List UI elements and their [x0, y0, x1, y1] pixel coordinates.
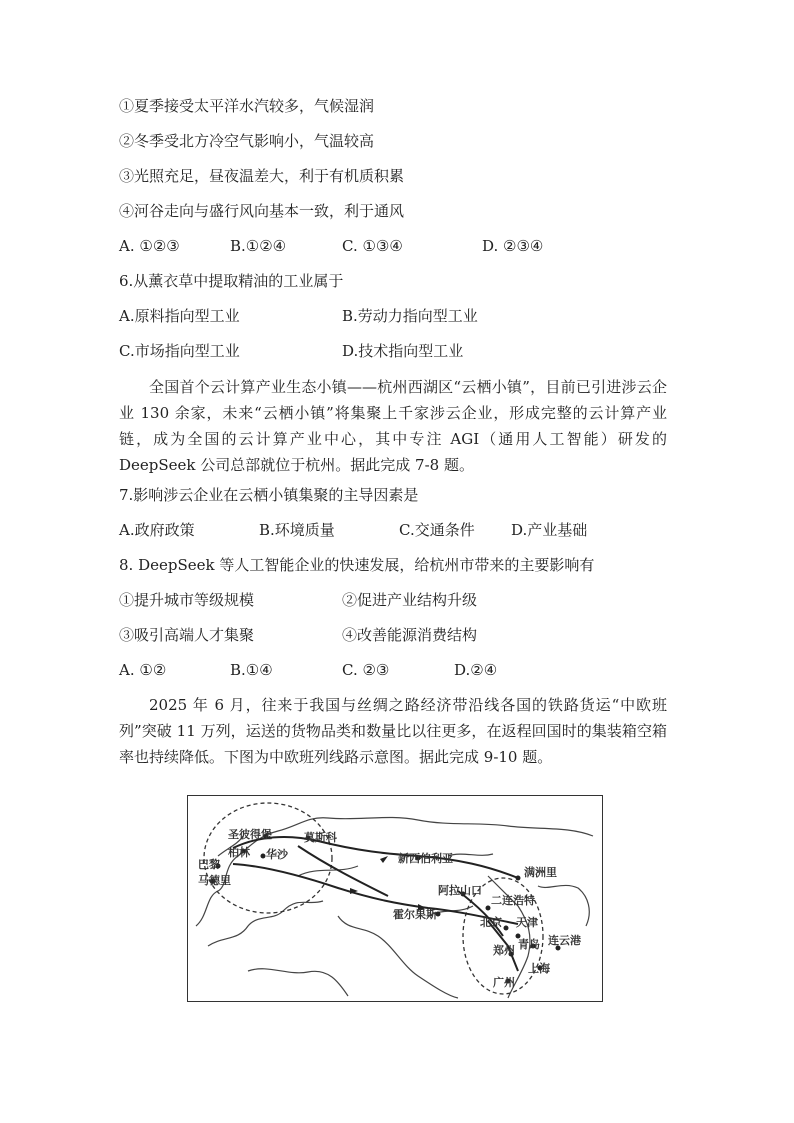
- label-tianjin: 天津: [516, 916, 538, 929]
- label-guangzhou: 广州: [493, 976, 515, 989]
- q8-question: 8. DeepSeek 等人工智能企业的快速发展，给杭州市带来的主要影响有: [119, 556, 595, 574]
- q7-question: 7.影响涉云企业在云栖小镇集聚的主导因素是: [119, 486, 419, 504]
- q5-choices: [119, 236, 679, 256]
- q8-option-2: ②促进产业结构升级: [342, 591, 478, 609]
- q8-option-4: ④改善能源消费结构: [342, 626, 478, 644]
- q5-option-4: ④河谷走向与盛行风向基本一致，利于通风: [119, 202, 405, 220]
- choice-b: B.①④: [230, 661, 273, 679]
- choice-d: D.产业基础: [511, 521, 588, 539]
- q8-option-3: ③吸引高端人才集聚: [119, 626, 255, 644]
- choice-b: B.①②④: [230, 237, 287, 255]
- q8-options-row1: [119, 590, 679, 610]
- label-zhengzhou: 郑州: [493, 944, 515, 957]
- choice-d: D. ②③④: [482, 237, 544, 255]
- choice-c: C.市场指向型工业: [119, 342, 240, 360]
- q6-choices-row2: [119, 341, 679, 361]
- label-moscow: 莫斯科: [304, 831, 337, 844]
- q5-option-2: ②冬季受北方冷空气影响小，气温较高: [119, 132, 375, 150]
- label-saint-petersburg: 圣彼得堡: [228, 828, 272, 841]
- choice-c: C. ②③: [342, 661, 390, 679]
- passage-9-10: 2025 年 6 月，往来于我国与丝绸之路经济带沿线各国的铁路货运“中欧班列”突破 11 万列，运送的货物品类和数量比以往更多，在返程回国时的集装箱空箱率也持续降低。下图为中欧班列线路示意图。据此完成 9-10 题。: [119, 696, 667, 766]
- label-shanghai: 上海: [528, 962, 550, 975]
- q8-options-row2: [119, 625, 679, 645]
- choice-c: C.交通条件: [399, 521, 475, 539]
- label-lianyungang: 连云港: [548, 934, 581, 947]
- choice-a: A. ①②: [119, 661, 167, 679]
- label-warsaw: 华沙: [266, 848, 288, 861]
- label-erlianhot: 二连浩特: [491, 894, 535, 907]
- choice-a: A.政府政策: [119, 521, 195, 539]
- map-svg: [188, 796, 601, 1000]
- choice-a: A.原料指向型工业: [119, 307, 240, 325]
- city-dot: [486, 906, 491, 911]
- passage-7-8: 全国首个云计算产业生态小镇——杭州西湖区“云栖小镇”，目前已引进涉云企业 130 余家，未来“云栖小镇”将集聚上千家涉云企业，形成完整的云计算产业链，成为全国的云计算产业中心，其中专注 AGI（通用人工智能）研发的 DeepSeek 公司总部就位于杭州。据此完成 7-8 题。: [119, 378, 667, 474]
- choice-a: A. ①②③: [119, 237, 180, 255]
- label-khorgos: 霍尔果斯: [393, 908, 437, 921]
- choice-c: C. ①③④: [342, 237, 403, 255]
- city-dot: [516, 876, 521, 881]
- city-dot: [261, 854, 266, 859]
- q5-option-3: ③光照充足，昼夜温差大，利于有机质积累: [119, 167, 405, 185]
- choice-d: D.②④: [454, 661, 498, 679]
- label-alashankou: 阿拉山口: [438, 884, 482, 897]
- china-europe-railway-map: [187, 795, 603, 1002]
- label-beijing: 北京: [480, 916, 502, 929]
- label-qingdao: 青岛: [518, 938, 540, 951]
- label-berlin: 柏林: [228, 846, 250, 859]
- choice-d: D.技术指向型工业: [342, 342, 464, 360]
- label-manzhouli: 满洲里: [524, 866, 557, 879]
- choice-b: B.劳动力指向型工业: [342, 307, 478, 325]
- q8-choices: [119, 660, 679, 680]
- q7-choices: [119, 520, 679, 540]
- label-madrid: 马德里: [198, 874, 231, 887]
- label-novosibirsk: 新西伯利亚: [398, 852, 453, 865]
- q8-option-1: ①提升城市等级规模: [119, 591, 255, 609]
- q5-option-1: ①夏季接受太平洋水汽较多，气候湿润: [119, 97, 375, 115]
- city-dot: [504, 926, 509, 931]
- q6-question: 6.从薰衣草中提取精油的工业属于: [119, 272, 344, 290]
- label-paris: 巴黎: [198, 858, 220, 871]
- q6-choices-row1: [119, 306, 679, 326]
- choice-b: B.环境质量: [259, 521, 335, 539]
